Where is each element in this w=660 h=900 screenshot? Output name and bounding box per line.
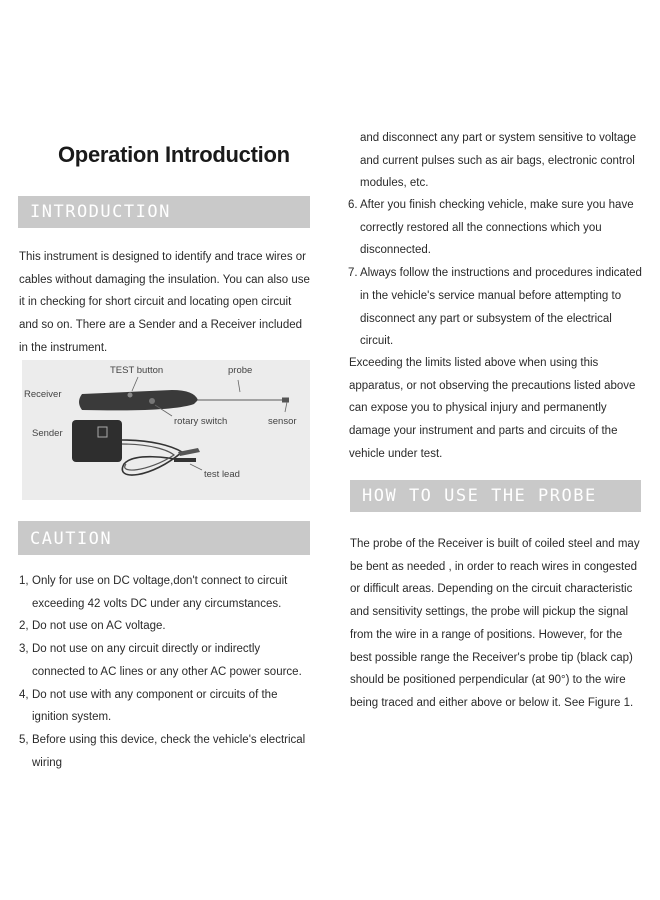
probe-paragraph: The probe of the Receiver is built of coiled steel and may be bent as needed , in order to reach wires in congested or difficult areas. Depending on the circuit characteristic and sensitivity settings, the probe will pickup the signal from the wire in a range of positions. However, for the best possible range the Receiver's probe tip (black cap) should be positioned perpendicular (at 90°) to the wire being traced and either above or below it. See Figure 1. — [350, 538, 640, 709]
warning-paragraph: Exceeding the limits listed above when using this apparatus, or not observing the precautions listed above can expose you to physical injury and permanently damage your instrument and parts and circuits of the vehicle under test. — [349, 357, 636, 460]
label-test-button: TEST button — [110, 365, 164, 376]
receiver-body — [79, 390, 198, 410]
intro-paragraph: This instrument is designed to identify and trace wires or cables without damaging the insulation. You can also use it in checking for short circuit and locating open circuit and so on. There are a Sender and a Receiver included in the instrument. — [19, 251, 310, 354]
section-header-introduction: INTRODUCTION — [18, 196, 310, 228]
clip-red — [178, 448, 200, 456]
label-sender: Sender — [32, 428, 63, 439]
label-probe: probe — [228, 365, 253, 376]
page-title: Operation Introduction — [58, 142, 290, 167]
rotary-switch-icon — [149, 398, 155, 404]
test-button-icon — [128, 393, 133, 398]
list-item: 6. After you finish checking vehicle, make sure you have correctly restored all the connections which you disconnected. — [348, 199, 634, 257]
sender-body — [72, 420, 122, 462]
caution-list — [19, 570, 311, 774]
label-test-lead: test lead — [204, 469, 240, 480]
list-item: 7. Always follow the instructions and procedures indicated in the vehicle's service manual before attempting to disconnect any part or subsystem of the electrical circuit. — [348, 267, 642, 348]
section-header-caution: CAUTION — [18, 521, 310, 555]
caution-continued: and disconnect any part or system sensitive to voltage and current pulses such as air bags, electronic control modules, etc. — [360, 132, 637, 190]
device-diagram — [22, 360, 310, 500]
label-rotary-switch: rotary switch — [174, 416, 228, 427]
list-item: 4, Do not use with any component or circuits of the ignition system. — [19, 688, 278, 724]
clip-black — [174, 458, 196, 462]
list-item: 5, Before using this device, check the vehicle's electrical wiring — [19, 733, 306, 769]
sensor-tip — [282, 398, 289, 403]
list-item: 2, Do not use on AC voltage. — [19, 620, 166, 633]
section-header-how-to-use: HOW TO USE THE PROBE — [350, 480, 641, 512]
label-sensor: sensor — [268, 416, 297, 427]
caution-list-continued — [348, 194, 644, 353]
list-item: 1, Only for use on DC voltage,don't connect to circuit exceeding 42 volts DC under any circumstances. — [19, 575, 288, 610]
list-item: 3, Do not use on any circuit directly or indirectly connected to AC lines or any other AC power source. — [19, 643, 302, 678]
label-receiver: Receiver — [24, 389, 62, 400]
